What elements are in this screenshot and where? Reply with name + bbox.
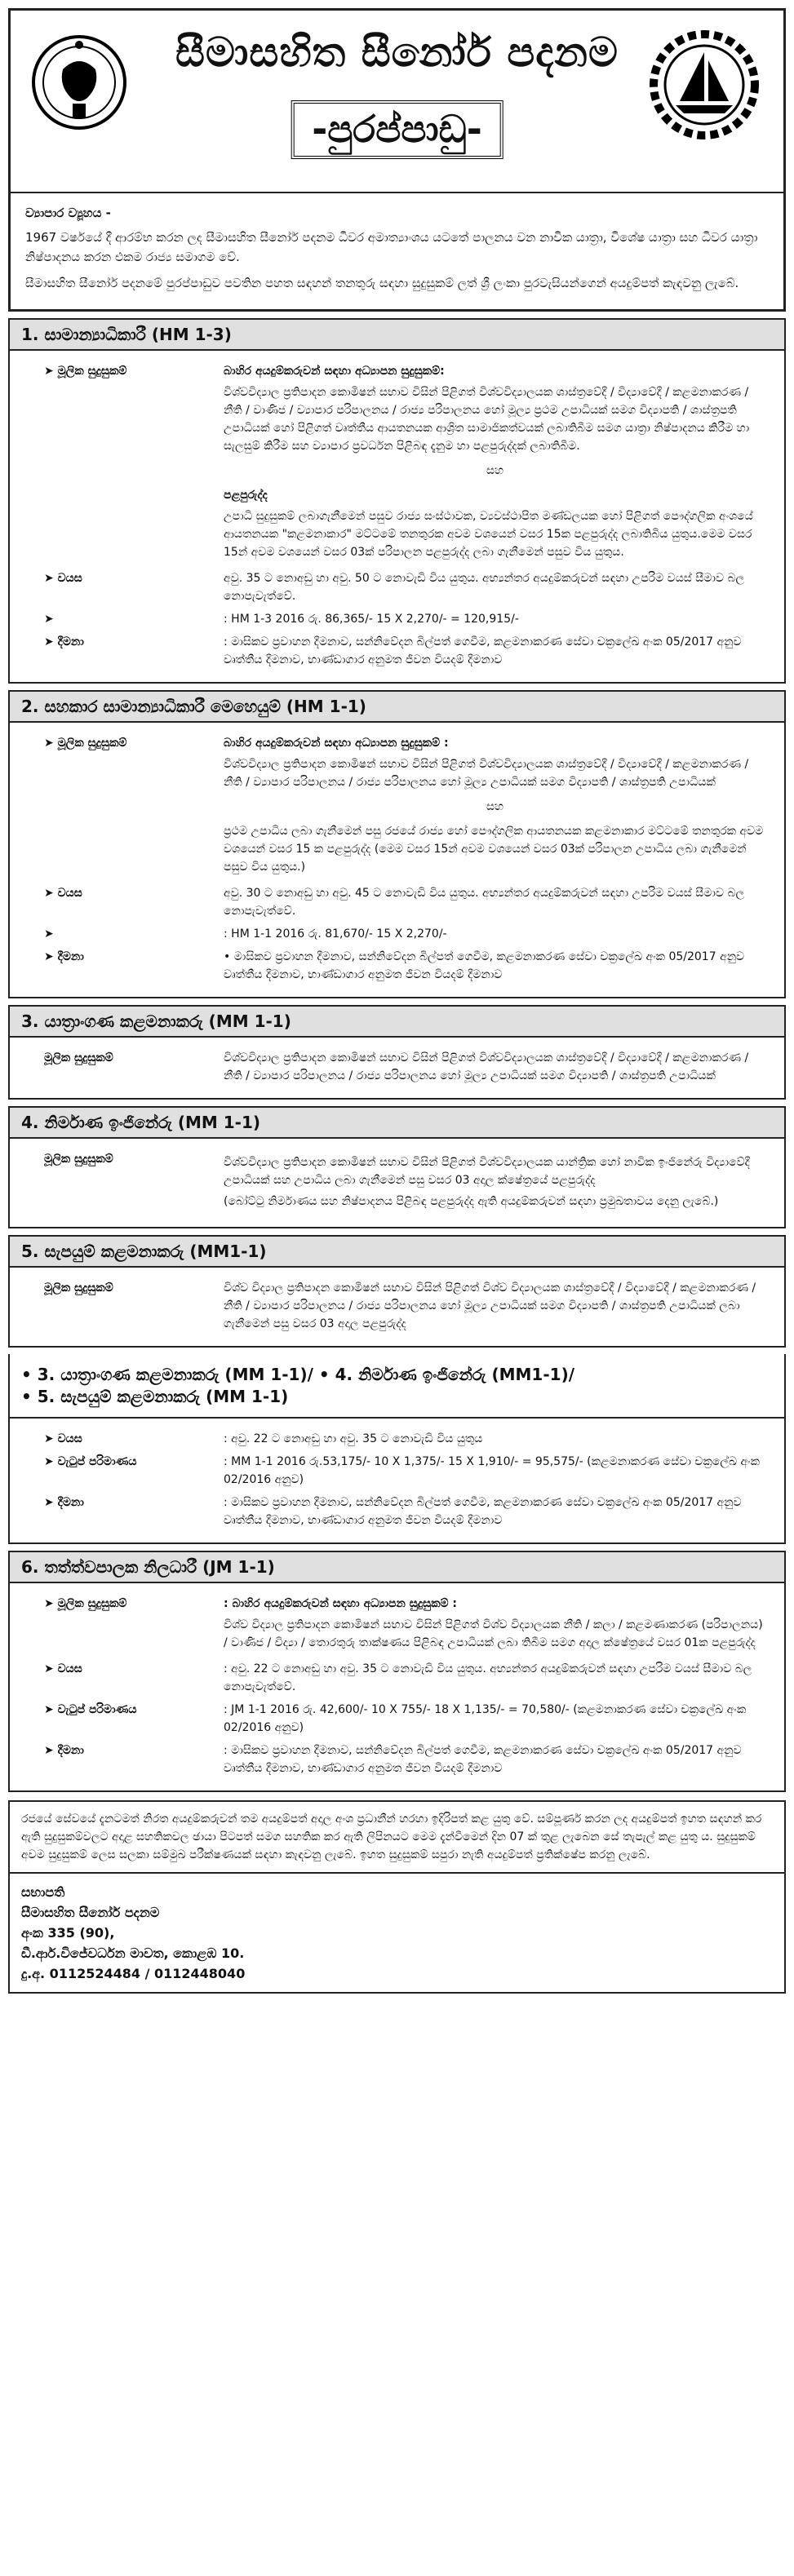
row-value: : මාසිකව ප්‍රවාහන දීමනාව, සන්නිවේදන බිල්පත් ගෙවීම, කළමනාකරණ සේවා චක්‍රලේඛ අංක 05/2017 අනුව වෘත්තීය දීමනාව, භාණ්ඩාගාර අනුමත ජීවන වියදම් දීමනාව <box>224 635 742 666</box>
allowances-row <box>20 1494 774 1529</box>
qualification-row <box>20 362 774 564</box>
section-heading: 3. යාත්‍රාංගණ කළමනාකරු (MM 1-1) <box>8 1005 786 1038</box>
application-instructions: රජයේ සේවයේ දැනටමත් නිරත අයදුම්කරුවන් තම අයදුම්පත් අදාල අංශ ප්‍රධානීන් හරහා ඉදිරිපත් කළ යුතු වේ. සම්පූර්ණ කරන ලද අයදුම්පත් ඉහත සඳහන් කර ඇති සුදුසුකම්වලට අදාළ සහතිකවල ඡායා පිටපත් සමග සහතික කර ඇති ලිපිනයට මෙම දැන්වීමෙන් දින 07 ක් තුළ ලැබෙන සේ තැපැල් කළ යුතු ය. සුදුසුකම් අවම සුදුසුකම් ලෙස සලකා සම්මුඛ පරීක්ෂණයක් සඳහා කැඳවනු ලැබේ. ඉහත සුදුසුකම් සපුරා නැති අයදුම්පත් ප්‍රතික්ෂේප කරනු ලැබේ. <box>8 1800 786 1874</box>
row-value: : HM 1-3 2016 රු. 86,365/- 15 X 2,270/- = 120,915/- <box>224 613 519 626</box>
row-label: ➤ දීමනා <box>44 1496 84 1509</box>
row-label: ➤ වැටුප් පරිමාණය <box>44 1703 137 1716</box>
row-label: ➤ <box>44 927 54 941</box>
section-heading: 4. නිර්මාණ ඉංජිනේරු (MM 1-1) <box>8 1106 786 1139</box>
row-label: ➤ වයස <box>44 1662 82 1675</box>
salary-row <box>20 1453 774 1489</box>
age-row <box>20 569 774 605</box>
section-heading: 1. සාමාන්‍යාධිකාරී (HM 1-3) <box>8 318 786 351</box>
row-value <box>215 362 774 564</box>
qualification-row <box>20 734 774 879</box>
intro-paragraph: සීමාසහිත සීනෝර් පදනමේ පුරප්පාඩුව පවතින පහත සඳහන් තනතුරු සඳහා සුදුසුකම් ලත් ශ්‍රී ලංකා පුරවැසියන්ගෙන් අයදුම්පත් කැඳවනු ලැබේ. <box>25 276 739 290</box>
salary-row <box>20 925 774 943</box>
intro-label: ව්‍යාපාර ව්‍යූහය - <box>25 206 111 220</box>
row-label: මූලික සුදුසුකම් <box>44 1153 113 1166</box>
row-label: ➤ වයස <box>44 572 82 585</box>
contact-line: සභාපති <box>21 1884 65 1900</box>
allowances-row <box>20 633 774 669</box>
allowances-row <box>20 948 774 984</box>
org-title: සීමාසහිත සීනෝර් පදනම <box>175 29 619 76</box>
combined-positions-heading <box>8 1354 786 1417</box>
row-value: අවු. 35 ට නොඅඩු හා අවු. 50 ට නොවැඩි විය යුතුය. අභ්‍යන්තර අයදුම්කරුවන් සඳහා උපරිම වයස් සීමාව බල නොපැවැත්වේ. <box>224 572 745 603</box>
vacancy-advertisement <box>8 8 786 2560</box>
row-label: ➤ දීමනා <box>44 635 84 648</box>
row-value <box>215 1150 774 1214</box>
qualification-row <box>20 1150 774 1214</box>
qualification-row <box>20 1595 774 1655</box>
contact-line: සීමාසහිත සීනෝර් පදනම <box>21 1905 160 1920</box>
section-body <box>8 723 786 998</box>
row-label: මූලික සුදුසුකම් <box>44 1281 113 1295</box>
contact-line: ඩී.ආර්.විජේවර්ධන මාවත, කොළඹ 10. <box>21 1945 245 1961</box>
row-subheading: බාහිර අයදුම්කරුවන් සඳහා අධ්‍යාපන සුදුසුකම් : <box>224 737 449 750</box>
row-subheading: බාහිර අයදුම්කරුවන් සඳහා අධ්‍යාපන සුදුසුකම්: <box>224 365 445 378</box>
contact-line: දු.අ. 0112524484 / 0112448040 <box>21 1966 246 1981</box>
salary-row <box>20 1701 774 1737</box>
national-emblem-icon <box>30 29 128 136</box>
age-row <box>20 1430 774 1448</box>
section-heading: 2. සහකාර සාමාන්‍යාධිකාරී මෙහෙයුම් (HM 1-1) <box>8 690 786 723</box>
row-label: ➤ මූලික සුදුසුකම් <box>44 737 127 750</box>
allowances-row <box>20 1742 774 1777</box>
row-label: ➤ දීමනා <box>44 1744 84 1757</box>
section-heading: 6. තත්ත්වපාලක නිලධාරී (JM 1-1) <box>8 1551 786 1583</box>
ceynor-logo-icon <box>643 24 765 146</box>
row-label: ➤ <box>44 613 54 626</box>
row-value: : MM 1-1 2016 රු.53,175/- 10 X 1,375/- 15 X 1,910/- = 95,575/- (කළමනාකරණ සේවා චක්‍රලේඛ අංක 02/2016 අනුව) <box>224 1455 761 1486</box>
intro <box>8 192 786 312</box>
row-label: ➤ මූලික සුදුසුකම් <box>44 365 127 378</box>
row-subheading: : බාහිර අයදුම්කරුවන් සඳහා අධ්‍යාපන සුදුසුකම් : <box>224 1597 458 1610</box>
row-value: : JM 1-1 2016 රු. 42,600/- 10 X 755/- 18 X 1,135/- = 70,580/- (කළමනාකරණ සේවා චක්‍රලේඛ අංක 02/2016 අනුව) <box>224 1703 747 1734</box>
row-value: විශ්ව විද්‍යාල ප්‍රතිපාදන කොමිෂන් සභාව විසින් පිළිගත් විශ්ව විද්‍යාලයක ශාස්ත්‍රවේදී / විද්‍යාවේදී / කළමනාකරණ / නීති / ව්‍යාපාර පරිපාලනය / රාජ්‍ය පරිපාලනය හෝ මූල්‍ය උපාධියක් සමග විද්‍යාපති / ශාස්ත්‍රපති උපාධියක් ලබා ගැනීමෙන් පසු වසර 03 අදාල පළපුරුද්ද <box>224 1281 756 1330</box>
row-value: : මාසිකව ප්‍රවාහන දීමනාව, සන්නිවේදන බිල්පත් ගෙවීම, කළමනාකරණ සේවා චක්‍රලේඛ අංක 05/2017 අනුව වෘත්තීය දීමනාව, භාණ්ඩාගාර අනුමත ජීවන වියදම් දීමනාව <box>224 1496 742 1527</box>
row-connector: සහ <box>486 800 504 813</box>
row-text: විශ්වවිද්‍යාල ප්‍රතිපාදන කොමිෂන් සභාව විසින් පිළිගත් විශ්වවිද්‍යාලයක ශාස්ත්‍රවේදී / විද්‍යාවේදී / කළමනාකරණ / නීති / වාණිජ / ව්‍යාපාර පරිපාලනය / රාජ්‍ය පරිපාලනය හෝ මූල්‍ය ප්‍රථම උපාධියක් සමග විද්‍යාපති / ශාස්ත්‍රපති උපාධියක් හෝ පිළිගත් වෘත්තීය ආයතනයක ආශ්‍රිත සාමාජිකත්වයක් ලබාතිබීම සමග යාත්‍රා නිෂ්පාදනය කිරීම හා සැලසුම් කිරීම සහ ව්‍යාපාර ප්‍රවර්ධන පිළිබඳ දැනුම හා පළපුරුද්දක් ලබාතිබීම. <box>224 386 750 453</box>
salary-row <box>20 610 774 628</box>
row-value <box>215 1595 774 1655</box>
row-text: (බෝට්ටු නිර්මාණය සහ නිෂ්පාදනය පිළිබඳ පළපුරුද්ද ඇති අයදුම්කරුවන් සඳහා ප්‍රමුඛතාවය දෙනු ලැබේ.) <box>224 1195 719 1208</box>
qualification-row <box>20 1049 774 1085</box>
section-heading: 5. සැපයුම් කළමනාකරු (MM1-1) <box>8 1235 786 1268</box>
contact-block <box>8 1874 786 1994</box>
row-label: ➤ වයස <box>44 887 82 900</box>
row-value: • මාසිකව ප්‍රවාහන දීමනාව, සන්නිවේදන බිල්පත් ගෙවීම, කළමනාකරණ සේවා චක්‍රලේඛ අංක 05/2017 අනුව වෘත්තීය දීමනාව, භාණ්ඩාගාර අනුමත ජීවන වියදම් දීමනාව <box>224 950 745 981</box>
row-value <box>215 734 774 879</box>
qualification-row <box>20 1279 774 1333</box>
row-label: ➤ වැටුප් පරිමාණය <box>44 1455 137 1468</box>
row-label: ➤ මූලික සුදුසුකම් <box>44 1597 127 1610</box>
section-body <box>8 1139 786 1228</box>
combined-line: • 5. සැපයුම් කළමනාකරු (MM 1-1) <box>21 1387 289 1406</box>
row-value: : මාසිකව ප්‍රවාහන දීමනාව, සන්නිවේදන බිල්පත් ගෙවීම, කළමනාකරණ සේවා චක්‍රලේඛ අංක 05/2017 අනුව වෘත්තීය දීමනාව, භාණ්ඩාගාර අනුමත ජීවන වියදම් දීමනාව <box>224 1744 742 1775</box>
age-row <box>20 1660 774 1696</box>
row-value: : අවු. 22 ට නොඅඩු හා අවු. 35 ට නොවැඩි විය යුතුය. අභ්‍යන්තර අයදුම්කරුවන් සඳහා උපරිම වයස් සීමාව බල නොපැවැත්වේ. <box>224 1662 752 1693</box>
combined-line: • 3. යාත්‍රාංගණ කළමනාකරු (MM 1-1)/ • 4. නිර්මාණ ඉංජිනේරු (MM1-1)/ <box>21 1365 575 1384</box>
section-body <box>8 1583 786 1792</box>
row-text: විශ්ව විද්‍යාල ප්‍රතිපාදන කොමිෂන් සභාව විසින් පිළිගත් විශ්ව විද්‍යාලයක නීති / කලා / කළමණාකරණ (පරිපාලනය) / වාණිජ / විද්‍යා / තොරතුරු තාක්ෂණය පිළිබඳ උපාධියක් ලබා තිබීම සමග අදාල ක්ෂේත්‍රයේ වසර 01ක පළපුරුද්ද <box>224 1618 763 1649</box>
row-label: ➤ දීමනා <box>44 950 84 963</box>
row-connector: සහ <box>486 464 504 477</box>
combined-body <box>8 1417 786 1544</box>
section-body <box>8 1038 786 1100</box>
row-value: විශ්වවිද්‍යාල ප්‍රතිපාදන කොමිෂන් සභාව විසින් පිළිගත් විශ්වවිද්‍යාලයක ශාස්ත්‍රවේදී / විද්‍යාවේදී / කළමනාකරණ / නීති / ව්‍යාපාර පරිපාලනය / රාජ්‍ය පරිපාලනය හෝ මූල්‍ය උපාධියක් සමග විද්‍යාපති / ශාස්ත්‍රපති උපාධියක් <box>224 1051 749 1082</box>
row-text: ප්‍රථම උපාධිය ලබා ගැනීමෙන් පසු රජයේ රාජ්‍ය හෝ පෞද්ගලික ආයතනයක කළමනාකාර මට්ටමේ තනතුරක අවම වශයෙන් වසර 15 ක පළපුරුද්ද (මෙම වසර 15න් අවම වශයෙන් වසර 03ක් පරිපාලන උපාධිය ලබා ගැනීමෙන් පසුව විය යුතුය.) <box>224 825 764 874</box>
section-body <box>8 351 786 684</box>
row-subheading: පළපුරුද්ද <box>224 489 268 502</box>
section-body <box>8 1268 786 1348</box>
age-row <box>20 884 774 920</box>
header <box>8 8 786 192</box>
intro-paragraph: 1967 වර්ෂයේ දී ආරම්භ කරන ලද සීමාසහිත සීනෝර් පදනම ධීවර අමාත්‍යාංශය යටතේ පාලනය වන නාවික යාත්‍රා, විශේෂ යාත්‍රා සහ ධීවර යාත්‍රා නිෂ්පාදනය කරන එකම රාජ්‍ය සමාගම වේ. <box>25 230 758 264</box>
row-text: විශ්වවිද්‍යාල ප්‍රතිපාදන කොමිෂන් සභාව විසින් පිළිගත් විශ්වවිද්‍යාලයක යාන්ත්‍රික හෝ නාවික ඉංජිනේරු විද්‍යාවේදී උපාධියක් සහ උපාධිය ලබා ගැනීමෙන් පසු වසර 03 අදාල ක්ෂේත්‍රයේ පළපුරුද්ද <box>224 1156 750 1187</box>
row-text: උපාධි සුදුසුකම් ලබාගැනීමෙන් පසුව රාජ්‍ය සංස්ථාවක, ව්‍යවස්ථාපිත මණ්ඩලයක හෝ පිළිගත් පෞද්ගලික අංශයේ ආයතනයක "කළමනාකාර" මට්ටමේ තනතුරක අවම වශයෙන් වසර 15ක පළපුරුද්ද ලබාතිබිය යුතුය.මෙම වසර 15න් අවම වශයෙන් වසර 03ක් පරිපාලන පළපුරුද්ද ලබා ගැනීමෙන් පසුව විය යුතුය. <box>224 510 753 559</box>
contact-line: අංක 335 (90), <box>21 1925 115 1941</box>
row-label: ➤ වයස <box>44 1432 82 1445</box>
row-value: අවු. 30 ට නොඅඩු හා අවු. 45 ට නොවැඩි විය යුතුය. අභ්‍යන්තර අයදුම්කරුවන් සඳහා උපරිම වයස් සීමාව බල නොපැවැත්වේ. <box>224 887 745 918</box>
row-text: විශ්වවිද්‍යාල ප්‍රතිපාදන කොමිෂන් සභාව විසින් පිළිගත් විශ්වවිද්‍යාලයක ශාස්ත්‍රවේදී / විද්‍යාවේදී / කළමනාකරණ / නීති / ව්‍යාපාර පරිපාලනය / රාජ්‍ය පරිපාලනය හෝ මූල්‍ය උපාධියක් සමග විද්‍යාපති / ශාස්ත්‍රපති උපාධියක් <box>224 758 749 789</box>
row-label: මූලික සුදුසුකම් <box>44 1051 113 1064</box>
row-value: : අවු. 22 ට නොඅඩු හා අවු. 35 ට නොවැඩි විය යුතුය <box>224 1432 483 1445</box>
vacancies-banner: -පුරප්පාඩු- <box>291 100 503 159</box>
row-value: : HM 1-1 2016 රු. 81,670/- 15 X 2,270/- <box>224 927 447 941</box>
